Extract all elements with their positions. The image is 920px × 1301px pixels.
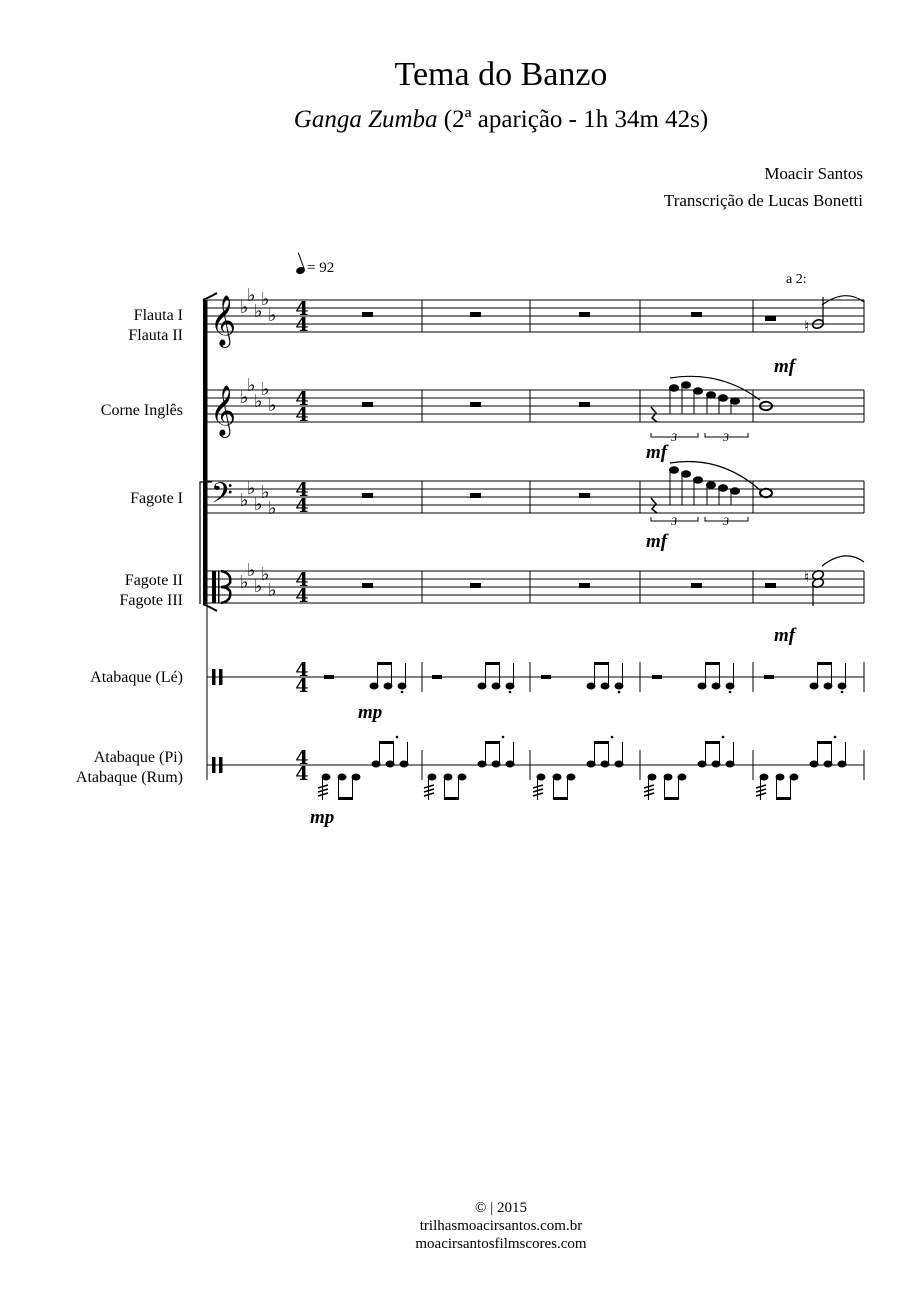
footer-site-pt: trilhasmoacirsantos.com.br xyxy=(419,1218,583,1234)
transcriber: Transcrição de Lucas Bonetti xyxy=(663,191,863,210)
copyright: © | 2015 xyxy=(475,1200,527,1216)
svg-text:♭: ♭ xyxy=(268,395,277,416)
svg-text:♭: ♭ xyxy=(268,305,277,326)
svg-text:4: 4 xyxy=(295,763,309,785)
svg-text:4: 4 xyxy=(295,747,309,769)
svg-text:♭: ♭ xyxy=(261,482,270,503)
svg-text:♭: ♭ xyxy=(261,289,270,310)
triplet-number: 3 xyxy=(723,430,729,444)
svg-text:4: 4 xyxy=(295,675,309,697)
svg-text:4: 4 xyxy=(295,569,309,591)
atabaque-pi-rum-pattern xyxy=(318,736,846,800)
time-signatures xyxy=(295,298,308,785)
dynamic-marking: mf xyxy=(646,531,668,552)
fagote-triplet-phrase xyxy=(651,462,772,521)
subtitle-detail: (2ª aparição - 1h 34m 42s) xyxy=(437,106,709,133)
instrument-label-flutes: Flauta I Flauta II xyxy=(128,307,183,344)
svg-text:♭: ♭ xyxy=(254,391,263,412)
dynamic-marking: mf xyxy=(774,356,796,377)
treble-clef-icon: 𝄞 xyxy=(210,295,237,346)
svg-text:♭: ♭ xyxy=(247,375,256,396)
flute-half-note xyxy=(804,296,864,335)
bracket-bottom-hook xyxy=(203,604,217,611)
fagote2-half-dyad xyxy=(804,556,864,606)
svg-text:♭: ♭ xyxy=(254,494,263,515)
instrument-label-fagote1: Fagote I xyxy=(130,490,183,507)
bass-clef-icon: 𝄢 xyxy=(211,477,233,517)
footer xyxy=(0,1199,920,1253)
svg-text:4: 4 xyxy=(295,495,309,517)
instrument-label-corne: Corne Inglês xyxy=(100,402,183,419)
svg-text:4: 4 xyxy=(295,659,309,681)
barlines xyxy=(422,300,864,780)
svg-text:♮: ♮ xyxy=(804,568,810,586)
footer-site-en: moacirsantosfilmscores.com xyxy=(415,1236,587,1252)
triplet-number: 3 xyxy=(671,514,677,528)
triplet-number: 3 xyxy=(723,514,729,528)
svg-text:♭: ♭ xyxy=(268,498,277,519)
subtitle-film: Ganga Zumba xyxy=(293,106,438,133)
svg-text:4: 4 xyxy=(295,404,309,426)
corne-triplet-phrase xyxy=(651,376,772,437)
svg-text:4: 4 xyxy=(295,314,309,336)
svg-text:♭: ♭ xyxy=(261,379,270,400)
svg-text:♭: ♭ xyxy=(247,478,256,499)
svg-text:♭: ♭ xyxy=(240,572,249,593)
svg-text:♭: ♭ xyxy=(240,490,249,511)
dynamic-marking: mp xyxy=(358,702,383,723)
dynamic-marking: mp xyxy=(310,807,335,828)
svg-text:♭: ♭ xyxy=(254,301,263,322)
tempo-value: = 92 xyxy=(307,260,335,276)
svg-text:4: 4 xyxy=(295,585,309,607)
svg-text:4: 4 xyxy=(295,388,309,410)
svg-text:♭: ♭ xyxy=(240,297,249,318)
svg-text:4: 4 xyxy=(295,479,309,501)
svg-text:♭: ♭ xyxy=(261,564,270,585)
score-title: Tema do Banzo xyxy=(394,56,608,93)
instrument-label-atabaque-le: Atabaque (Lé) xyxy=(90,669,183,686)
svg-text:♭: ♭ xyxy=(247,285,256,306)
percussion-clef-icon xyxy=(212,669,223,773)
treble-clef-icon: 𝄞 xyxy=(210,385,237,436)
atabaque-le-pattern xyxy=(324,662,846,693)
svg-text:♭: ♭ xyxy=(268,580,277,601)
svg-text:♮: ♮ xyxy=(804,317,810,335)
svg-text:♭: ♭ xyxy=(254,576,263,597)
dynamic-marking: mf xyxy=(774,625,796,646)
instrument-label-fagote23: Fagote II Fagote III xyxy=(119,572,183,609)
svg-text:4: 4 xyxy=(295,298,309,320)
svg-text:♭: ♭ xyxy=(240,387,249,408)
composer: Moacir Santos xyxy=(764,164,863,183)
a2-marking: a 2: xyxy=(786,272,807,287)
svg-text:♭: ♭ xyxy=(247,560,256,581)
instrument-label-atabaque-pi-rum: Atabaque (Pi) Atabaque (Rum) xyxy=(75,749,183,786)
dynamic-marking: mf xyxy=(646,442,668,463)
triplet-number: 3 xyxy=(671,430,677,444)
